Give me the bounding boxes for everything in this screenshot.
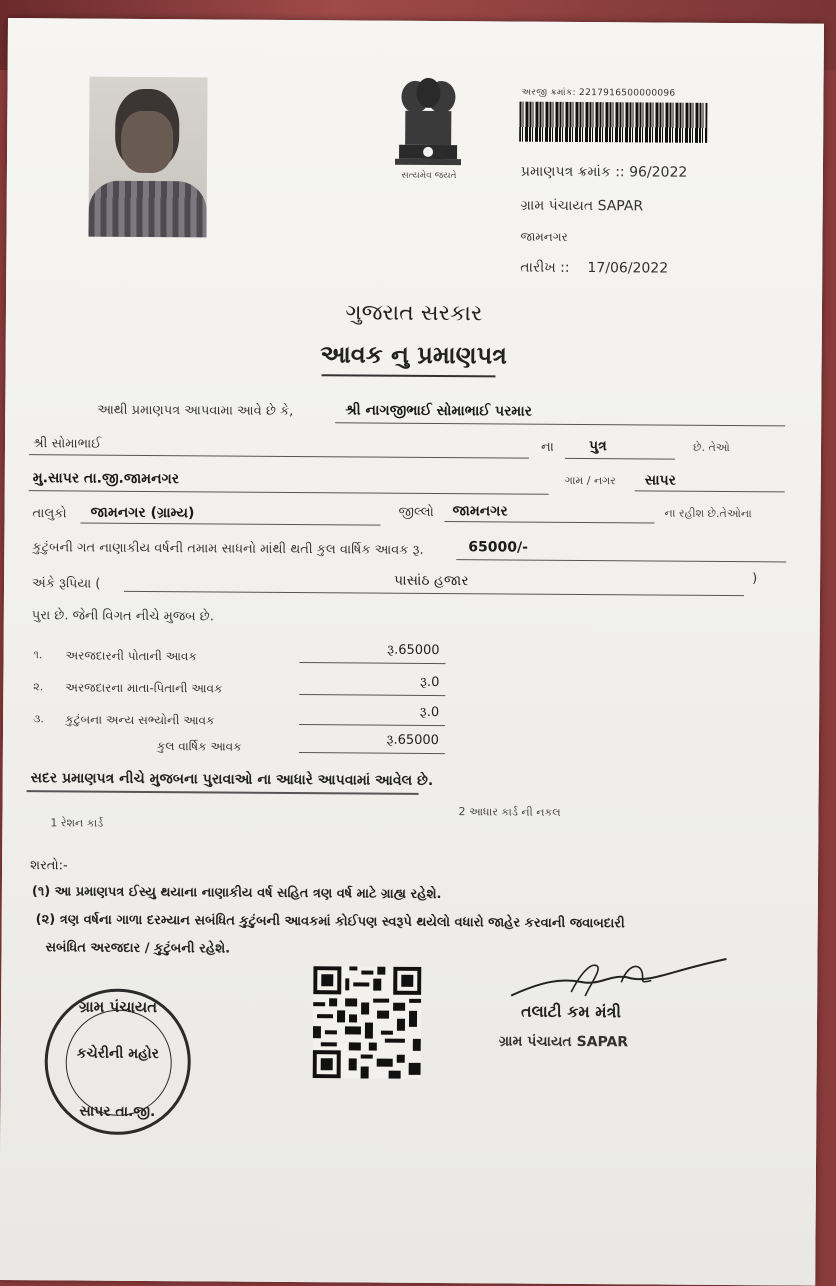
total-income-value: રૂ.65000 — [386, 732, 440, 749]
income-row-2-label: અરજદારના માતા-પિતાની આવક — [65, 680, 223, 696]
words-close: ) — [752, 571, 758, 587]
serial-number: અરજી ક્રમાંક: 2217916500000096 — [521, 87, 676, 99]
barcode — [519, 102, 707, 143]
village-label: ગામ / નગર — [564, 473, 616, 488]
date-label: તારીખ :: — [520, 259, 570, 276]
income-row-1-no: ૧. — [33, 648, 43, 662]
resident-text: ના રહીશ છે.તેઓના — [664, 506, 752, 521]
income-row-2-value: રૂ.0 — [419, 674, 440, 691]
relation-prefix: ના — [540, 439, 554, 455]
income-row-3-no: ૩. — [33, 712, 44, 726]
income-row-1-label: અરજદારની પોતાની આવક — [65, 648, 197, 664]
district-label: જીલ્લો — [398, 504, 434, 520]
father-name: શ્રી સોમાભાઈ — [32, 436, 102, 452]
condition-1: (૧) આ પ્રમાણપત્ર ઈસ્યુ થયાના નાણાકીય વર્ષ સહિત ત્રણ વર્ષ માટે ગ્રાહ્ય રહેશે. — [31, 884, 442, 903]
panchayat-line: ગ્રામ પંચાયત SAPAR — [520, 197, 644, 215]
certificate-number — [521, 164, 687, 181]
details-line: પુરા છે. જેની વિગત નીચે મુજબ છે. — [31, 608, 214, 625]
applicant-name: શ્રી નાગજીભાઈ સોમાભાઈ પરમાર — [345, 402, 532, 420]
relation-suffix: છે. તેઓ — [692, 440, 730, 455]
district-value: જામનગર — [452, 503, 508, 520]
certificate-number-label: પ્રમાણપત્ર ક્રમાંક :: — [520, 163, 625, 181]
income-row-1-value: રૂ.65000 — [387, 642, 440, 659]
income-row-3-value: રૂ.0 — [419, 704, 440, 721]
date-value: 17/06/2022 — [587, 260, 669, 277]
seal-top-text: ગ્રામ પંચાયત — [78, 997, 158, 1017]
total-income-label: કુલ વાર્ષિક આવક — [156, 739, 242, 754]
taluka-label: તાલુકો — [32, 506, 67, 522]
signatory-title: તલાટી કમ મંત્રી — [521, 1001, 622, 1022]
address-value: મુ.સાપર તા.જી.જામનગર — [32, 470, 180, 488]
condition-3: સબંધિત અરજદાર / કુટુંબની રહેશે. — [45, 940, 231, 957]
conditions-heading: શરતો:- — [30, 858, 68, 874]
words-label: અંકે રૂપિયા ( — [31, 576, 101, 592]
income-row-2-no: ૨. — [33, 680, 44, 694]
proof-item-2: 2 આધાર કાર્ડ ની નકલ — [458, 805, 561, 819]
condition-2: (૨) ત્રણ વર્ષના ગાળા દરમ્યાન સબંધિત કુટુંબની આવકમાં કોઈપણ સ્વરૂપે થયેલો વધારો જાહેર કરવાની જવાબદારી — [35, 912, 625, 932]
words-value: પાસાંઠ હજાર — [394, 572, 469, 590]
photo-shirt — [88, 181, 206, 238]
panchayat-seal — [44, 988, 191, 1135]
signatory-office: ગ્રામ પંચાયત SAPAR — [498, 1033, 629, 1051]
serial-value: 2217916500000096 — [579, 87, 676, 99]
serial-label: અરજી ક્રમાંક — [521, 87, 573, 98]
taluka-value: જામનગર (ગ્રામ્ય) — [90, 504, 195, 522]
income-row-3-label: કુટુંબના અન્ય સભ્યોની આવક — [65, 712, 215, 728]
intro-text: આથી પ્રમાણપત્ર આપવામા આવે છે કે, — [97, 402, 294, 420]
issue-date — [520, 260, 668, 277]
national-emblem-icon — [391, 73, 466, 184]
relation-value: પુત્ર — [588, 438, 607, 455]
photo-face — [121, 111, 173, 173]
proofs-heading: સદર પ્રમાણપત્ર નીચે મુજબના પુરાવાઓ ના આધારે આપવામાં આવેલ છે. — [30, 770, 434, 789]
income-sentence: કુટુંબની ગત નાણાકીય વર્ષની તમામ સાધનો માંથી થતી કુલ વાર્ષિક આવક રૂ. — [32, 540, 424, 558]
seal-middle-text: કચેરીની મહોર — [76, 1045, 159, 1063]
district-line: જામનગર — [520, 229, 568, 244]
certificate-number-value: 96/2022 — [629, 164, 688, 181]
emblem-motto: સત્યમેવ જયતે — [401, 170, 457, 182]
qr-code — [313, 966, 422, 1079]
government-title: ગુજરાત સરકાર — [345, 300, 483, 327]
certificate-paper — [0, 18, 824, 1286]
proof-item-1: 1 રેશન કાર્ડ — [50, 816, 104, 830]
seal-bottom-text: સાપર તા.જી. — [79, 1103, 156, 1121]
applicant-photo — [88, 77, 207, 238]
seal-inner-ring — [65, 1009, 172, 1116]
income-amount: 65000/- — [468, 539, 529, 556]
village-value: સાપર — [644, 472, 676, 489]
certificate-title: આવક નુ પ્રમાણપત્ર — [320, 340, 508, 370]
